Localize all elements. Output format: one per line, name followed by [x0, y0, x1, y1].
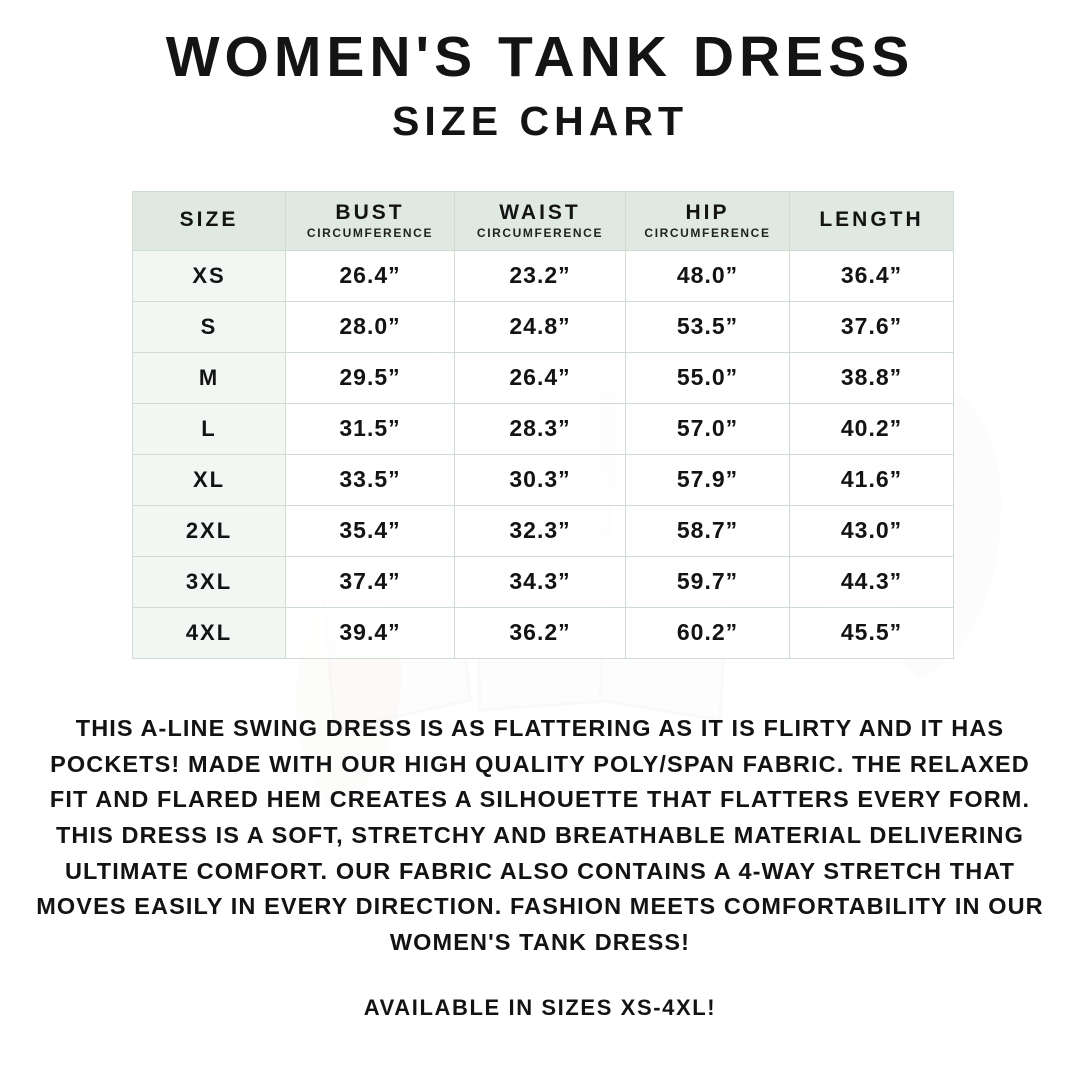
cell-hip: 58.7”: [626, 505, 790, 556]
cell-length: 36.4”: [790, 250, 954, 301]
cell-waist: 32.3”: [455, 505, 626, 556]
cell-waist: 34.3”: [455, 556, 626, 607]
cell-waist: 36.2”: [455, 607, 626, 658]
product-description: THIS A-LINE SWING DRESS IS AS FLATTERING AS IT IS FLIRTY AND IT HAS POCKETS! MADE WITH OUR HIGH QUALITY POLY/SPAN FABRIC. THE RELAXED FIT AND FLARED HEM CREATES A SILHOUETTE THAT FLATTERS EVERY FORM. THIS DRESS IS A SOFT, STRETCHY AND BREATHABLE MATERIAL DELIVERING ULTIMATE COMFORT. OUR FABRIC ALSO CONTAINS A 4-WAY STRETCH THAT MOVES EASILY IN EVERY DIRECTION. FASHION MEETS COMFORTABILITY IN OUR WOMEN'S TANK DRESS!: [36, 714, 1044, 956]
cell-bust: 39.4”: [286, 607, 455, 658]
table-header: [133, 191, 954, 250]
cell-length: 44.3”: [790, 556, 954, 607]
cell-length: 38.8”: [790, 352, 954, 403]
table-header-row: [133, 191, 954, 250]
cell-bust: 37.4”: [286, 556, 455, 607]
cell-length: 41.6”: [790, 454, 954, 505]
table-row: [133, 454, 954, 505]
cell-length: 43.0”: [790, 505, 954, 556]
cell-hip: 57.0”: [626, 403, 790, 454]
column-header-length: LENGTH: [790, 191, 954, 250]
cell-waist: 26.4”: [455, 352, 626, 403]
cell-hip: 53.5”: [626, 301, 790, 352]
cell-length: 37.6”: [790, 301, 954, 352]
cell-waist: 30.3”: [455, 454, 626, 505]
cell-size: L: [133, 403, 286, 454]
cell-size: M: [133, 352, 286, 403]
cell-bust: 28.0”: [286, 301, 455, 352]
table-body: [133, 250, 954, 658]
column-header-bust: BUST CIRCUMFERENCE: [286, 191, 455, 250]
cell-size: 3XL: [133, 556, 286, 607]
table-row: [133, 301, 954, 352]
table-row: [133, 352, 954, 403]
size-chart-table: [132, 191, 954, 659]
cell-waist: 23.2”: [455, 250, 626, 301]
cell-hip: 60.2”: [626, 607, 790, 658]
page-subtitle: SIZE CHART: [392, 97, 688, 144]
cell-size: 2XL: [133, 505, 286, 556]
title-block: [0, 0, 1080, 145]
table-row: [133, 607, 954, 658]
cell-length: 45.5”: [790, 607, 954, 658]
cell-waist: 28.3”: [455, 403, 626, 454]
cell-bust: 29.5”: [286, 352, 455, 403]
cell-hip: 57.9”: [626, 454, 790, 505]
cell-hip: 59.7”: [626, 556, 790, 607]
availability-note: AVAILABLE IN SIZES XS-4XL!: [363, 994, 717, 1020]
cell-size: XL: [133, 454, 286, 505]
cell-length: 40.2”: [790, 403, 954, 454]
column-header-waist: WAIST CIRCUMFERENCE: [455, 191, 626, 250]
size-chart-table-wrap: [132, 191, 948, 659]
cell-size: XS: [133, 250, 286, 301]
cell-hip: 55.0”: [626, 352, 790, 403]
cell-size: 4XL: [133, 607, 286, 658]
cell-bust: 35.4”: [286, 505, 455, 556]
table-row: [133, 403, 954, 454]
table-row: [133, 505, 954, 556]
table-row: [133, 556, 954, 607]
table-row: [133, 250, 954, 301]
cell-bust: 26.4”: [286, 250, 455, 301]
column-header-size: SIZE: [133, 191, 286, 250]
column-header-hip: HIP CIRCUMFERENCE: [626, 191, 790, 250]
page-title: WOMEN'S TANK DRESS: [165, 25, 915, 89]
cell-bust: 31.5”: [286, 403, 455, 454]
cell-waist: 24.8”: [455, 301, 626, 352]
cell-size: S: [133, 301, 286, 352]
cell-bust: 33.5”: [286, 454, 455, 505]
cell-hip: 48.0”: [626, 250, 790, 301]
